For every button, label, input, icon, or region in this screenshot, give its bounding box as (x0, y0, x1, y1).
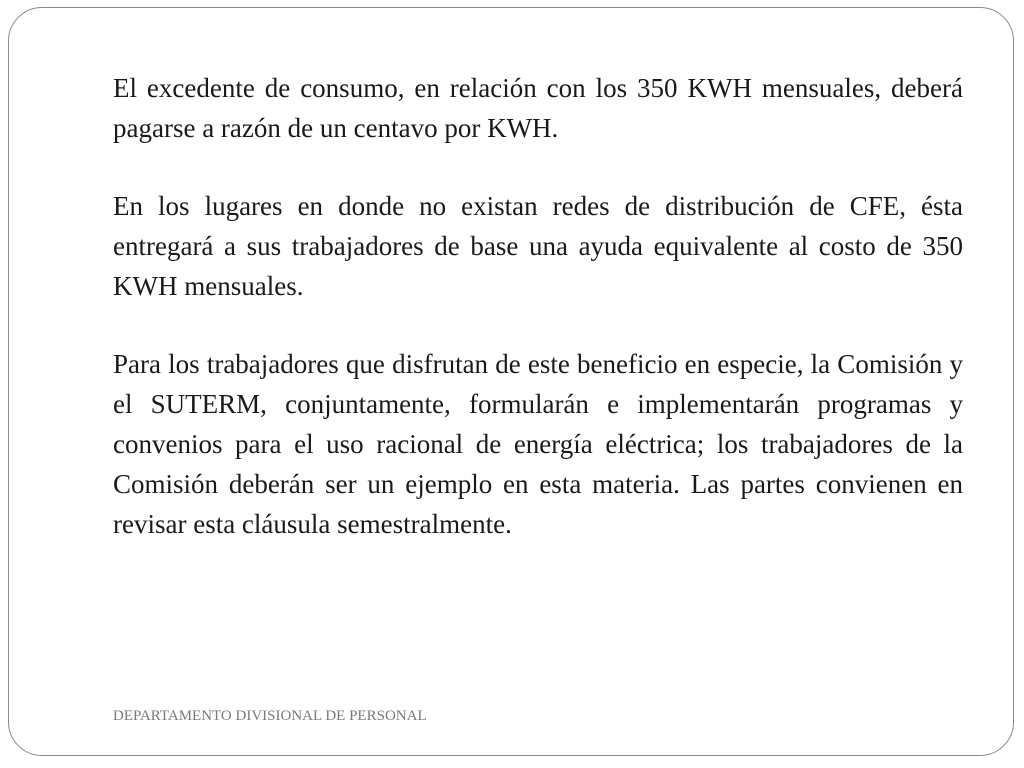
paragraph-no-distribution-network: En los lugares en donde no existan redes de distribución de CFE, ésta entregará a sus trabajadores de base una ayuda equivalente al costo de 350 KWH mensuales. (113, 191, 963, 301)
paragraph-rational-energy-use: Para los trabajadores que disfrutan de este beneficio en especie, la Comisión y el SUTERM, conjuntamente, formularán e implementarán programas y convenios para el uso racional de energía eléctrica; los trabajadores de la Comisión deberán ser un ejemplo en esta materia. Las partes convienen en revisar esta cláusula semestralmente. (113, 349, 963, 539)
slide-body (113, 68, 963, 582)
footer-department: DEPARTAMENTO DIVISIONAL DE PERSONAL (113, 708, 427, 724)
paragraph-excess-consumption: El excedente de consumo, en relación con los 350 KWH mensuales, deberá pagarse a razón de un centavo por KWH. (113, 73, 963, 143)
